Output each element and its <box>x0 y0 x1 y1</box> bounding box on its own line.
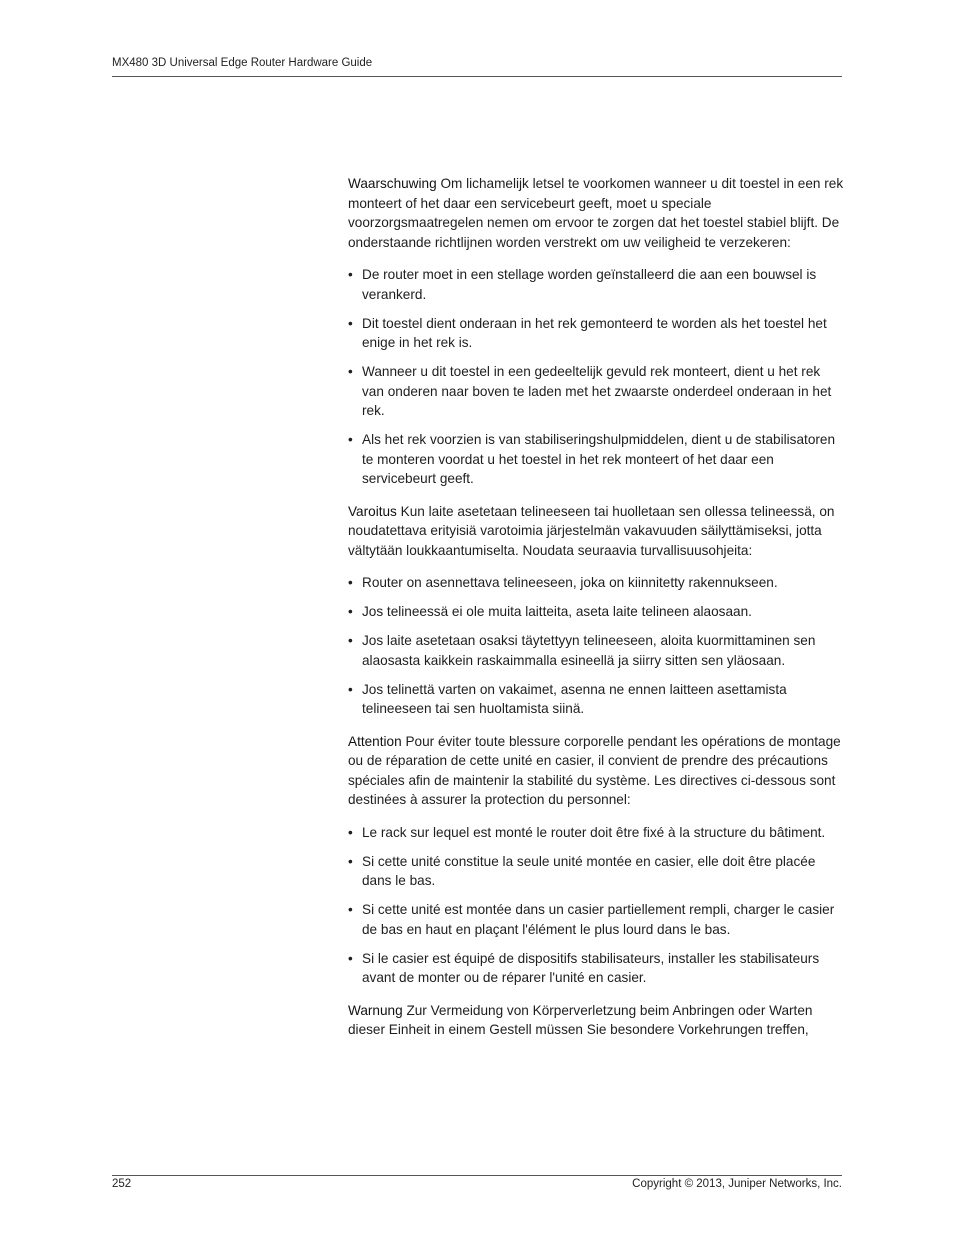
bullet-icon: • <box>348 853 353 869</box>
warning-label: Warnung <box>348 1002 403 1018</box>
list-item-text: Router on asennettava telineeseen, joka on kiinnitetty rakennukseen. <box>362 575 778 590</box>
warning-section-french <box>348 732 844 988</box>
warning-section-finnish <box>348 502 844 719</box>
list-item-text: Als het rek voorzien is van stabiliseringshulpmiddelen, dient u de stabilisatoren te monteren voordat u het toestel in het rek monteert of het daar een servicebeurt geeft. <box>362 432 836 486</box>
bullet-icon: • <box>348 902 353 917</box>
bullet-icon: • <box>348 364 353 379</box>
list-item-text: Si le casier est équipé de dispositifs stabilisateurs, installer les stabilisateurs avant de monter ou de réparer l'unité en casier. <box>362 950 820 985</box>
bullet-icon: • <box>348 604 353 619</box>
warning-text: Om lichamelijk letsel te voorkomen wanneer u dit toestel in een rek monteert of het daar een servicebeurt geeft, moet u speciale voorzorgsmaatregelen nemen om ervoor te zorgen dat het toestel stabiel blijft. De onderstaande richtlijnen worden verstrekt om uw veiligheid te verzekeren: <box>348 176 844 250</box>
page-number: 252 <box>112 1178 132 1190</box>
list-item <box>348 949 844 988</box>
bullet-icon: • <box>348 267 353 282</box>
warning-label: Attention <box>348 733 402 749</box>
bullet-icon: • <box>348 824 353 840</box>
warning-text: Zur Vermeidung von Körperverletzung beim Anbringen oder Warten dieser Einheit in einem Gestell müssen Sie besondere Vorkehrungen treffen, <box>348 1002 813 1037</box>
list-item <box>348 265 844 304</box>
list-item <box>348 430 844 489</box>
list-item-text: Le rack sur lequel est monté le router doit être fixé à la structure du bâtiment. <box>362 824 826 840</box>
footer-rule <box>112 1175 842 1176</box>
list-item <box>348 900 844 939</box>
list-item-text: Si cette unité constitue la seule unité montée en casier, elle doit être placée dans le bas. <box>362 853 816 888</box>
warning-paragraph <box>348 1001 844 1040</box>
warning-paragraph <box>348 502 844 561</box>
bullet-list <box>348 823 844 988</box>
document-body <box>348 174 844 1053</box>
warning-text: Pour éviter toute blessure corporelle pendant les opérations de montage ou de réparation de cette unité en casier, il convient de prendre des précautions spéciales afin de maintenir la stabilité du système. Les directives ci-dessous sont destinées à assurer la protection du personnel: <box>348 733 841 807</box>
list-item-text: De router moet in een stellage worden geïnstalleerd die aan een bouwsel is verankerd. <box>362 267 817 302</box>
bullet-icon: • <box>348 950 353 966</box>
bullet-icon: • <box>348 681 353 697</box>
list-item <box>348 314 844 353</box>
list-item-text: Jos telineessä ei ole muita laitteita, aseta laite telineen alaosaan. <box>362 604 752 619</box>
copyright-notice: Copyright © 2013, Juniper Networks, Inc. <box>632 1178 842 1190</box>
list-item <box>348 680 844 719</box>
header-rule <box>112 76 842 77</box>
list-item <box>348 602 844 622</box>
bullet-list <box>348 265 844 489</box>
list-item <box>348 852 844 891</box>
warning-text: Kun laite asetetaan telineeseen tai huolletaan sen ollessa telineessä, on noudatettava erityisiä varotoimia järjestelmän vakavuuden säilyttämiseksi, jotta vältytään loukkaantumiselta. Noudata seuraavia turvallisuusohjeita: <box>348 503 835 558</box>
list-item <box>348 362 844 421</box>
list-item <box>348 573 844 593</box>
list-item-text: Jos telinettä varten on vakaimet, asenna ne ennen laitteen asettamista telineeseen tai sen huoltamista siinä. <box>362 681 787 716</box>
list-item-text: Wanneer u dit toestel in een gedeeltelijk gevuld rek monteert, dient u het rek van onderen naar boven te laden met het zwaarste onderdeel onderaan in het rek. <box>362 364 832 418</box>
warning-section-dutch <box>348 174 844 489</box>
list-item-text: Si cette unité est montée dans un casier partiellement rempli, charger le casier de bas en haut en plaçant l'élément le plus lourd dans le bas. <box>362 902 835 937</box>
warning-section-german <box>348 1001 844 1040</box>
list-item <box>348 631 844 670</box>
warning-paragraph <box>348 732 844 810</box>
warning-label: Waarschuwing <box>348 176 437 191</box>
bullet-list <box>348 573 844 719</box>
list-item-text: Jos laite asetetaan osaksi täytettyyn telineeseen, aloita kuormittaminen sen alaosasta kaikkein raskaimmalla esineellä ja siirry sitten sen yläosaan. <box>362 633 816 668</box>
bullet-icon: • <box>348 575 353 590</box>
running-header: MX480 3D Universal Edge Router Hardware Guide <box>112 57 373 69</box>
bullet-icon: • <box>348 633 353 648</box>
bullet-icon: • <box>348 315 353 331</box>
list-item-text: Dit toestel dient onderaan in het rek gemonteerd te worden als het toestel het enige in het rek is. <box>362 315 827 350</box>
list-item <box>348 823 844 843</box>
bullet-icon: • <box>348 432 353 447</box>
warning-paragraph <box>348 174 844 252</box>
warning-label: Varoitus <box>348 503 397 519</box>
